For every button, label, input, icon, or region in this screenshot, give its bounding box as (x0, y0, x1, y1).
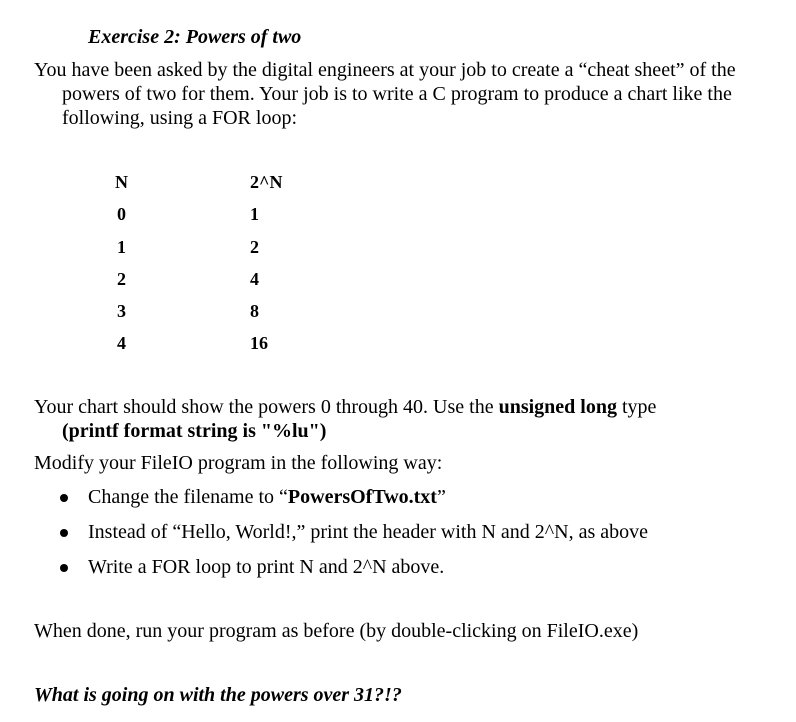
table-cell-2n: 2 (250, 237, 259, 257)
intro-line-3: following, using a FOR loop: (62, 107, 298, 129)
chart-note-prefix: Your chart should show the powers 0 through 40. Use the (34, 396, 499, 418)
chart-note-line-2 (34, 419, 656, 443)
chart-note-format: (printf format string is "%lu") (62, 420, 327, 442)
chart-note-line-1 (34, 395, 656, 419)
chart-note-type: unsigned long (498, 396, 617, 418)
table-cell-n: 0 (117, 204, 126, 224)
table-cell-2n: 8 (250, 301, 259, 321)
done-text: When done, run your program as before (by double-clicking on FileIO.exe) (34, 620, 639, 642)
bullet-icon (60, 494, 68, 502)
table-cell-n: 4 (117, 333, 126, 353)
bullet-1-suffix: ” (436, 486, 446, 508)
instructions-list (60, 485, 648, 590)
exercise-heading: Exercise 2: Powers of two (88, 26, 302, 48)
table-cell-2n: 4 (250, 269, 259, 289)
bullet-icon (60, 564, 68, 572)
table-header-2n: 2^N (250, 172, 283, 192)
closing-question: What is going on with the powers over 31?!? (34, 684, 402, 706)
list-item (60, 555, 648, 590)
table-cell-n: 3 (117, 301, 126, 321)
table-cell-2n: 1 (250, 204, 259, 224)
bullet-1-prefix: Change the filename to “ (88, 486, 288, 508)
modify-intro (34, 451, 442, 475)
intro-line-2: powers of two for them. Your job is to write a C program to produce a chart like the (62, 83, 732, 105)
table-cell-2n: 16 (250, 333, 268, 353)
bullet-icon (60, 529, 68, 537)
chart-note-suffix: type (616, 396, 657, 418)
bullet-1-filename: PowersOfTwo.txt (287, 486, 437, 508)
chart-note-paragraph (34, 395, 656, 443)
modify-intro-text: Modify your FileIO program in the following way: (34, 452, 443, 474)
table-cell-n: 1 (117, 237, 126, 257)
intro-line-1: You have been asked by the digital engineers at your job to create a “cheat sheet” of the (34, 59, 736, 81)
list-item (60, 485, 648, 520)
table-header-n: N (115, 172, 128, 192)
done-paragraph (34, 619, 638, 643)
bullet-2-text: Instead of “Hello, World!,” print the header with N and 2^N, as above (88, 521, 649, 543)
bullet-3-text: Write a FOR loop to print N and 2^N above. (88, 556, 445, 578)
table-cell-n: 2 (117, 269, 126, 289)
list-item (60, 520, 648, 555)
intro-paragraph (34, 58, 784, 130)
